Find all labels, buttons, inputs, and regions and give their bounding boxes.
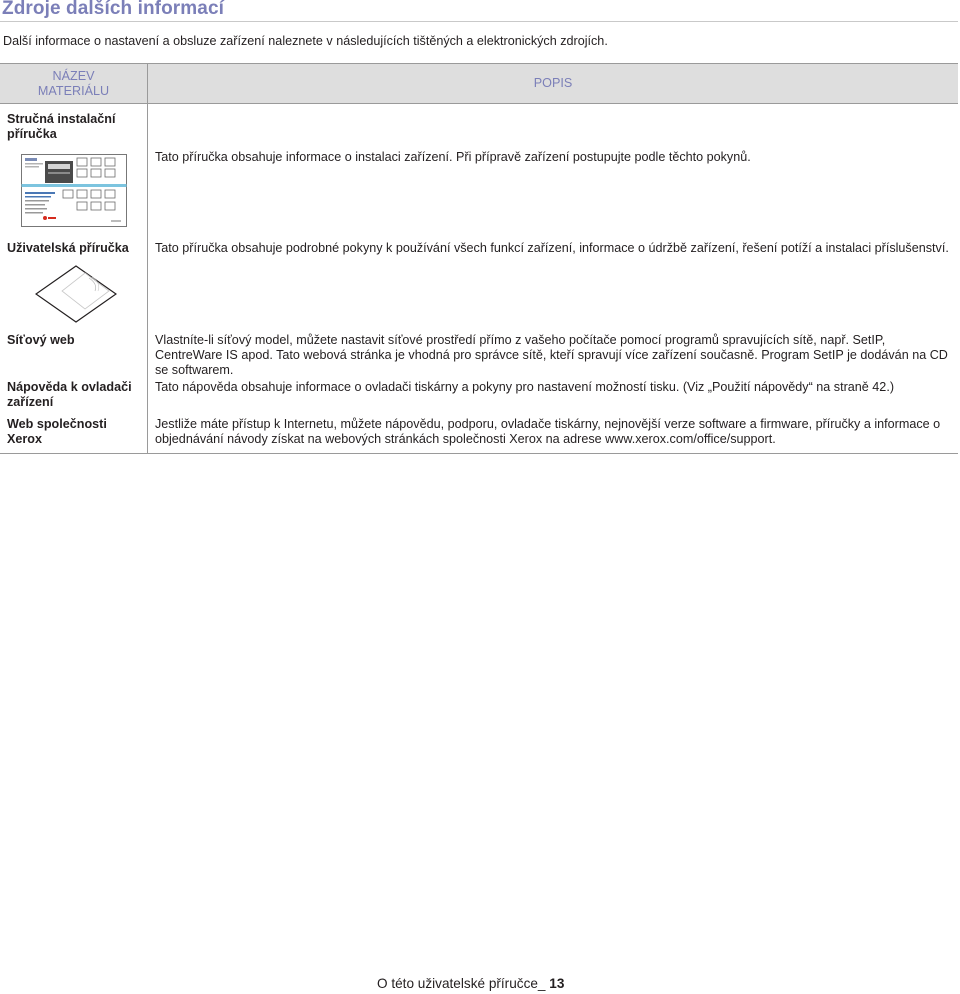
table-cell-description: Tato příručka obsahuje podrobné pokyny k používání všech funkcí zařízení, informace o údržbě zařízení, řešení potíží a instalaci příslušenství.	[155, 241, 949, 255]
intro-text: Další informace o nastavení a obsluze zařízení naleznete v následujících tištěných a elektronických zdrojích.	[3, 34, 608, 48]
table-cell-description: Tato příručka obsahuje informace o instalaci zařízení. Při přípravě zařízení postupujte podle těchto pokynů.	[155, 150, 751, 164]
table-row	[0, 380, 958, 417]
table-cell-name: Síťový web	[0, 327, 148, 380]
title-divider	[0, 21, 958, 22]
table-cell-description: Vlastníte-li síťový model, můžete nastavit síťové prostředí přímo z vašeho počítače pomocí programů spravujících sítě, např. SetIP, CentreWare IS apod. Tato webová stránka je vhodná pro správce sítě, kteří spravují více zařízení současně. Program SetIP je dodáván na CD se softwarem.	[155, 333, 948, 377]
row-name: Uživatelská příručka	[7, 241, 129, 255]
header-description: POPIS	[148, 64, 959, 104]
table-header-row	[0, 64, 958, 104]
resources-table	[0, 63, 958, 454]
cd-disc-icon	[35, 265, 117, 323]
table-row	[0, 417, 958, 453]
table-row	[0, 231, 958, 327]
table-cell-name	[0, 104, 148, 232]
page-title: Zdroje dalších informací	[2, 0, 225, 19]
page-footer	[377, 976, 564, 991]
header-name	[0, 64, 148, 104]
table-row	[0, 327, 958, 380]
row-name: Stručná instalační příručka	[7, 112, 116, 141]
table-cell-name	[0, 231, 148, 327]
table-cell-description: Jestliže máte přístup k Internetu, můžete nápovědu, podporu, ovladače tiskárny, nejnovější verze software a firmware, příručky a informace o objednávání návody získat na webových stránkách společnosti Xerox na adrese www.xerox.com/office/support.	[148, 417, 959, 453]
footer-text: O této uživatelské příručce_	[377, 976, 546, 991]
table-cell-name: Nápověda k ovladači zařízení	[0, 380, 148, 417]
cd-image	[35, 265, 141, 327]
guide-cover-thumbnail	[21, 154, 127, 227]
quick-install-guide-image	[21, 154, 141, 231]
table-cell-description: Tato nápověda obsahuje informace o ovladači tiskárny a pokyny pro nastavení možností tisku. (Viz „Použití nápovědy“ na straně 42.)	[155, 380, 895, 394]
page-number: 13	[549, 976, 565, 991]
table-row	[0, 104, 958, 232]
header-name-line1: NÁZEV	[52, 68, 95, 83]
header-name-line2: MATERIÁLU	[37, 83, 110, 98]
table-cell-name: Web společnosti Xerox	[0, 417, 148, 453]
